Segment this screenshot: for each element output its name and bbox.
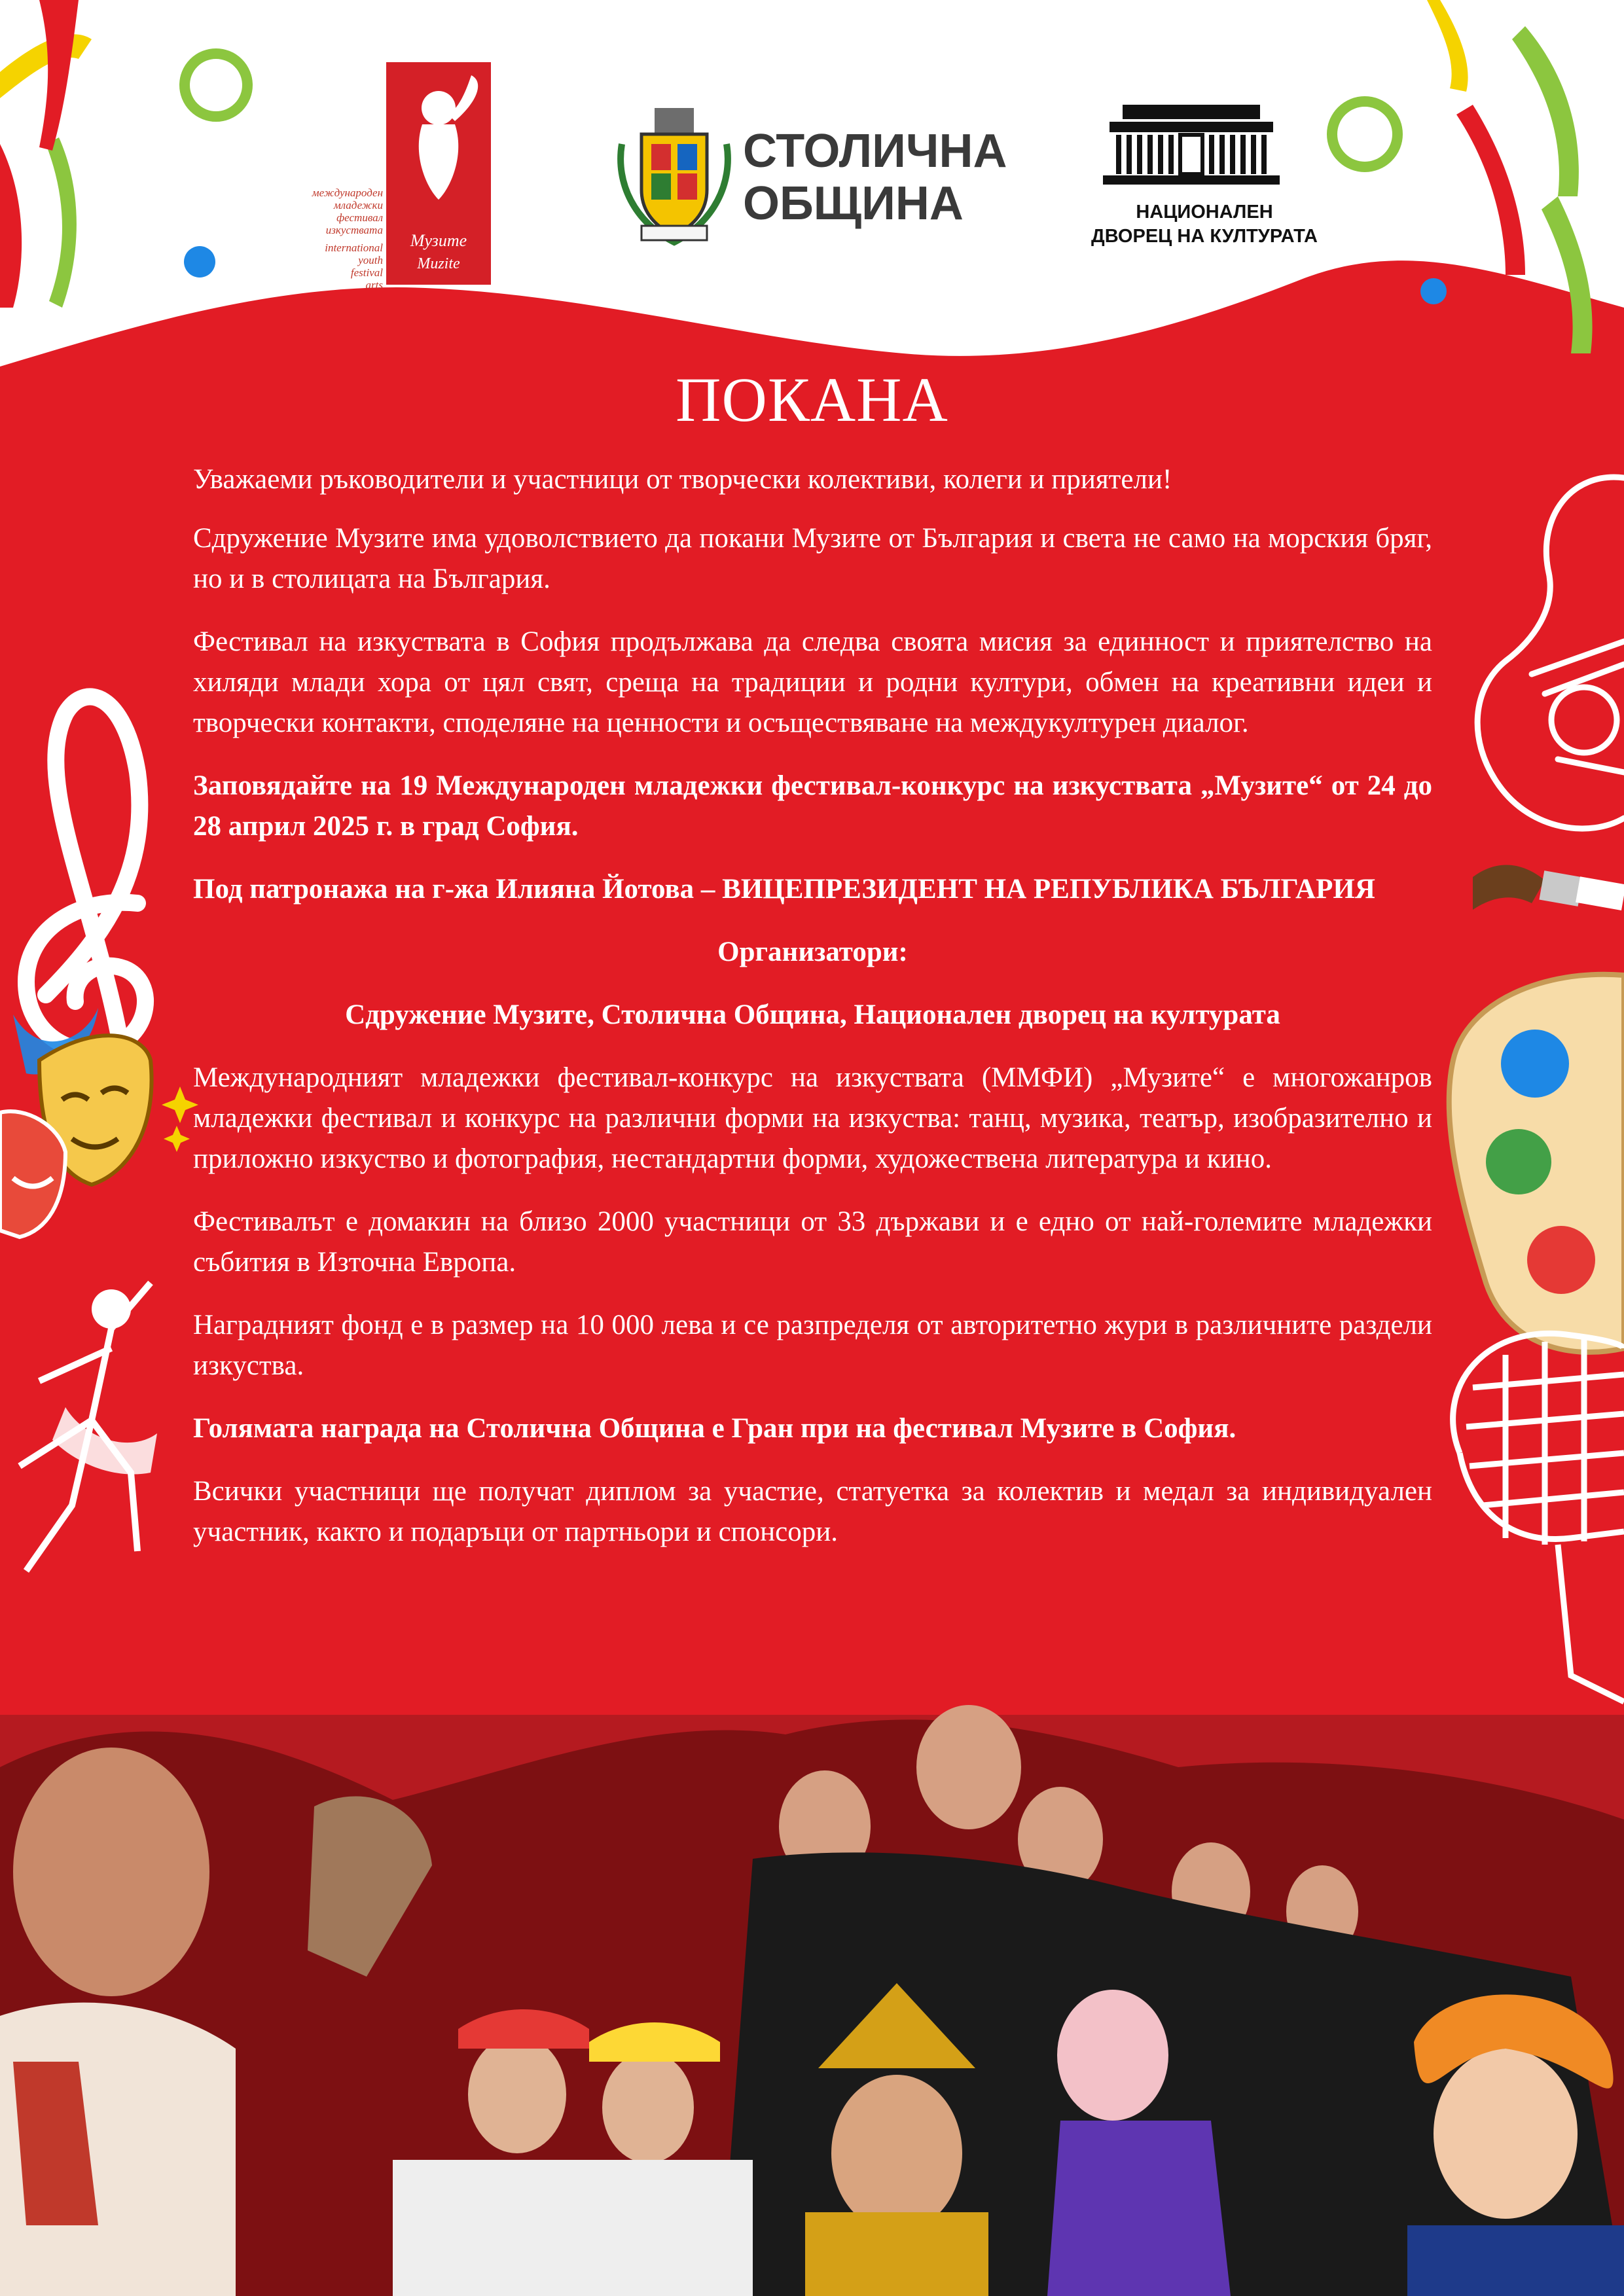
greeting-paragraph: Уважаеми ръководители и участници от творчески колективи, колеги и приятели!: [193, 464, 1172, 495]
festival-dates-paragraph: Заповядайте на 19 Международен младежки фестивал-конкурс на изкуствата „Музите“ от 24 до 28 април 2025 г. в град София.: [193, 770, 1432, 842]
festival-description-paragraph: Международният младежки фестивал-конкурс на изкуствата (ММФИ) „Музите“ е многожанров младежки фестивал и конкурс на различни форми на изкуства: танц, музика, театър, изобразително и приложно изкуство и фотография, нестандартни форми, художествена литература и кино.: [193, 1062, 1432, 1174]
participants-paragraph: Фестивалът е домакин на близо 2000 участници от 33 държави и е едно от най-големите младежки събития в Източна Европа.: [193, 1206, 1432, 1278]
organizers-list: Сдружение Музите, Столична Община, Национален дворец на културата: [345, 999, 1280, 1030]
page-title: ПОКАНА: [676, 365, 948, 435]
ndk-logo: [1074, 98, 1335, 249]
sofia-coat-of-arms-icon: [615, 105, 733, 249]
intro-paragraph: Сдружение Музите има удоволствието да покани Музите от България и света не само на морския бряг, но и в столицата на България.: [193, 523, 1432, 594]
prize-fund-paragraph: Наградният фонд е в размер на 10 000 лева и се разпределя от авторитетно жури в различните раздели изкуства.: [193, 1310, 1432, 1381]
sofia-municipality-logo: [615, 105, 1007, 249]
muzite-logo-text-left: международен младежки фестивал изкуствата international youth festival arts: [312, 187, 383, 291]
muse-figure-icon: [386, 62, 491, 232]
ndk-logo-line1: НАЦИОНАЛЕН: [1136, 202, 1273, 223]
ndk-building-icon: [1103, 98, 1280, 190]
ndk-logo-line2: ДВОРЕЦ НА КУЛТУРАТА: [1091, 226, 1318, 247]
muzite-logo-brand: Музите: [410, 231, 467, 250]
performers-photo-collage: [0, 1705, 1624, 2296]
muzite-logo: [281, 62, 491, 291]
muzite-logo-red-block: [386, 62, 491, 285]
sofia-logo-line2: ОБЩИНА: [743, 177, 964, 230]
patronage-paragraph: Под патронажа на г-жа Илияна Йотова – ВИЦЕПРЕЗИДЕНТ НА РЕПУБЛИКА БЪЛГАРИЯ: [193, 874, 1375, 905]
grand-prix-paragraph: Голямата награда на Столична Община е Гран при на фестивал Музите в София.: [193, 1413, 1236, 1444]
mission-paragraph: Фестивал на изкуствата в София продължава да следва своята мисия за единност и приятелство на хиляди млади хора от цял свят, среща на традиции и родни култури, обмен на креативни идеи и творчески контакти, споделяне на ценности и осъществяване на междукултурен диалог.: [193, 626, 1432, 738]
organizers-heading: Организатори:: [717, 937, 908, 967]
sofia-logo-line1: СТОЛИЧНА: [743, 125, 1007, 177]
awards-paragraph: Всички участници ще получат диплом за участие, статуетка за колектив и медал за индивидуален участник, както и подаръци от партньори и спонсори.: [193, 1476, 1432, 1547]
invitation-body: [193, 459, 1432, 1575]
muzite-logo-brand-latin: Muzite: [417, 255, 460, 272]
